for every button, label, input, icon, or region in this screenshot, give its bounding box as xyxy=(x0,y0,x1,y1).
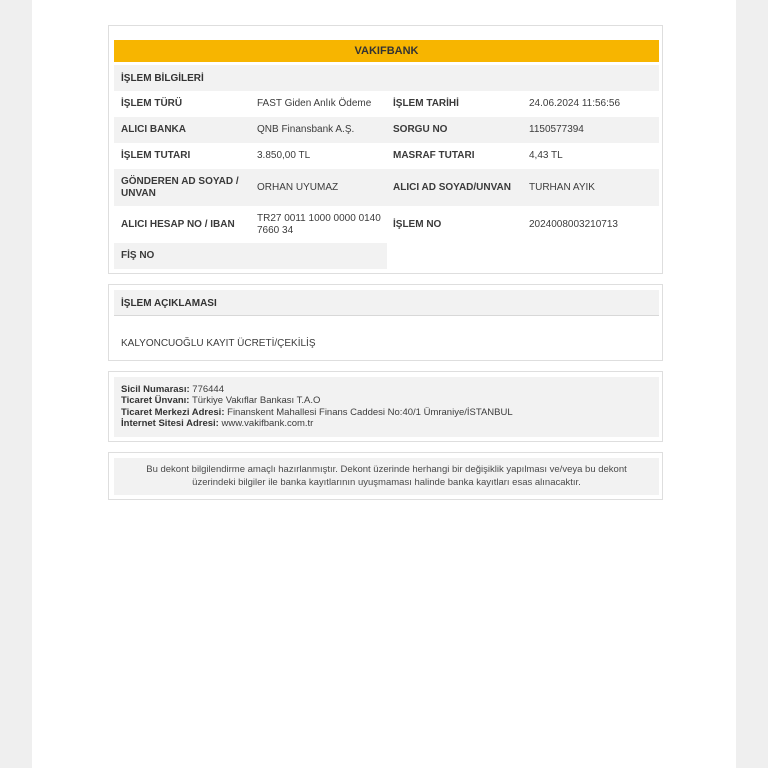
trade-title-label: Ticaret Ünvanı: xyxy=(121,395,190,407)
field-value: 1150577394 xyxy=(529,124,584,135)
registry-line xyxy=(121,384,659,395)
table-row xyxy=(114,169,659,206)
website-line xyxy=(121,418,659,429)
company-info-card xyxy=(108,371,663,442)
field-label: İŞLEM NO xyxy=(393,218,442,230)
company-info-panel xyxy=(114,377,659,437)
table-row xyxy=(114,206,659,243)
transaction-details-card xyxy=(108,25,663,274)
field-value: TURHAN AYIK xyxy=(529,181,595,193)
table-row xyxy=(114,91,659,117)
website-value: www.vakifbank.com.tr xyxy=(221,418,314,430)
fis-no-label: FİŞ NO xyxy=(121,250,155,261)
field-label: İŞLEM TARİHİ xyxy=(393,98,459,109)
disclaimer-text: Bu dekont bilgilendirme amaçlı hazırlanmıştır. Dekont üzerinde herhangi bir değişiklik yapılması ve/veya bu dekont üzerindeki bilgiler ile banka kayıtlarının uyuşmaması halinde banka kayıtları esas alınacaktır. xyxy=(114,458,659,495)
field-label: ALICI HESAP NO / IBAN xyxy=(121,218,235,230)
table-row xyxy=(114,117,659,143)
website-label: İnternet Sitesi Adresi: xyxy=(121,418,219,430)
field-value: QNB Finansbank A.Ş. xyxy=(257,124,355,135)
hq-address-line xyxy=(121,407,659,418)
trade-title-value: Türkiye Vakıflar Bankası T.A.O xyxy=(191,395,321,407)
field-value: 3.850,00 TL xyxy=(257,150,311,161)
field-value: 2024008003210713 xyxy=(529,218,618,230)
table-row xyxy=(114,143,659,169)
registry-value: 776444 xyxy=(192,384,224,395)
field-label: MASRAF TUTARI xyxy=(393,150,475,161)
field-label: SORGU NO xyxy=(393,124,448,135)
transaction-info-heading: İŞLEM BİLGİLERİ xyxy=(114,65,659,91)
field-value: 24.06.2024 11:56:56 xyxy=(529,98,621,109)
field-value: 4,43 TL xyxy=(529,150,563,161)
disclaimer-card xyxy=(108,452,663,500)
registry-label: Sicil Numarası: xyxy=(121,384,190,395)
field-label: İŞLEM TUTARI xyxy=(121,150,191,161)
divider xyxy=(114,315,659,316)
field-label: ALICI BANKA xyxy=(121,124,186,135)
fis-no-value xyxy=(257,243,385,269)
trade-title-line xyxy=(121,395,659,406)
field-label: ALICI AD SOYAD/UNVAN xyxy=(393,181,511,193)
transaction-description-card xyxy=(108,284,663,361)
fis-no-row xyxy=(114,243,387,269)
field-value: TR27 0011 1000 0000 0140 7660 34 xyxy=(257,212,381,236)
field-value: FAST Giden Anlık Ödeme xyxy=(257,98,372,109)
description-text: KALYONCUOĞLU KAYIT ÜCRETİ/ÇEKİLİŞ xyxy=(121,338,316,349)
bank-name-banner: VAKIFBANK xyxy=(114,40,659,62)
hq-address-label: Ticaret Merkezi Adresi: xyxy=(121,406,225,418)
hq-address-value: Finanskent Mahallesi Finans Caddesi No:40/1 Ümraniye/İSTANBUL xyxy=(227,406,513,418)
field-value: ORHAN UYUMAZ xyxy=(257,181,339,193)
description-heading: İŞLEM AÇIKLAMASI xyxy=(114,290,659,316)
field-label: GÖNDEREN AD SOYAD / UNVAN xyxy=(121,175,239,199)
field-label: İŞLEM TÜRÜ xyxy=(121,98,183,109)
